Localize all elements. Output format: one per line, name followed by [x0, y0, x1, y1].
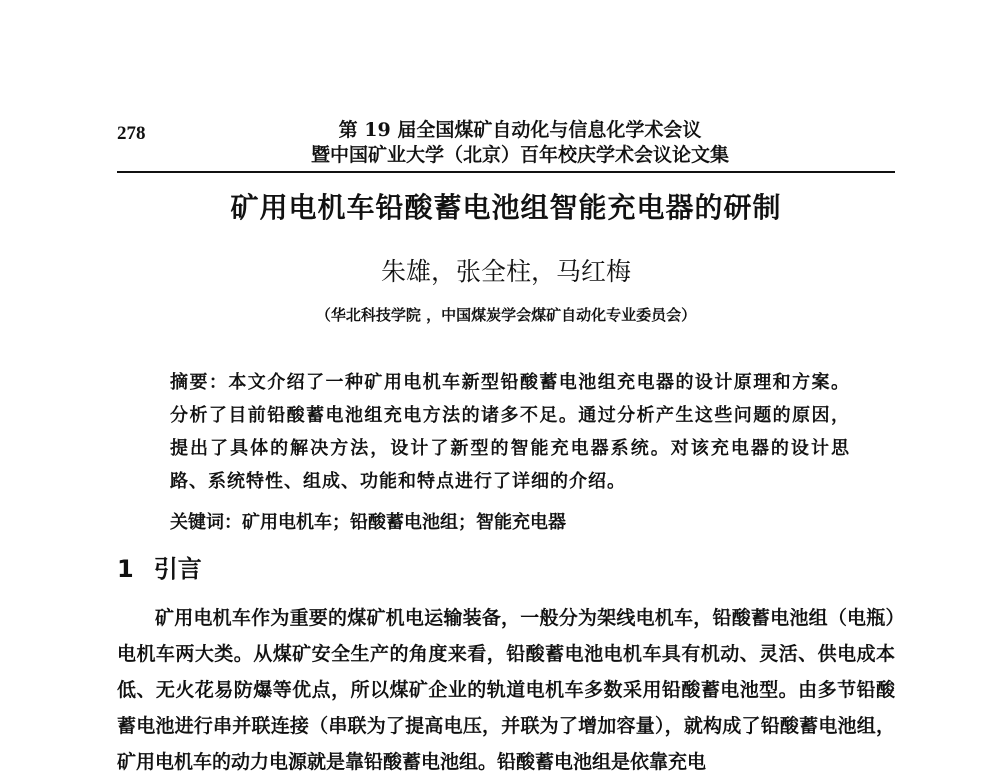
conference-title-line1: 第 19 届全国煤矿自动化与信息化学术会议 [338, 119, 702, 141]
body-paragraph: 矿用电机车作为重要的煤矿机电运输装备，一般分为架线电机车，铅酸蓄电池组（电瓶）电机车两大类。从煤矿安全生产的角度来看，铅酸蓄电池电机车具有机动、灵活、供电成本低、无火花易防爆等优点，所以煤矿企业的轨道电机车多数采用铅酸蓄电池型。由多节铅酸蓄电池进行串并联连接（串联为了提高电压，并联为了增加容量），就构成了铅酸蓄电池组，矿用电机车的动力电源就是靠铅酸蓄电池组。铅酸蓄电池组是依靠充电 [117, 607, 895, 773]
header-divider [117, 171, 895, 173]
page-number: 278 [117, 123, 146, 144]
section-title: 引言 [153, 555, 202, 583]
section-heading [117, 549, 202, 584]
abstract-paragraph: 摘要：本文介绍了一种矿用电机车新型铅酸蓄电池组充电器的设计原理和方案。分析了目前铅酸蓄电池组充电方法的诸多不足。通过分析产生这些问题的原因，提出了具体的解决方法，设计了新型的智能充电器系统。对该充电器的设计思路、系统特性、组成、功能和特点进行了详细的介绍。 [170, 372, 850, 492]
running-header [240, 118, 800, 168]
author-affiliation: （华北科技学院 ，中国煤炭学会煤矿自动化专业委员会） [315, 306, 697, 324]
keywords-line: 关键词：矿用电机车；铅酸蓄电池组；智能充电器 [170, 512, 566, 533]
conference-title-line2: 暨中国矿业大学（北京）百年校庆学术会议论文集 [310, 144, 729, 166]
paper-title: 矿用电机车铅酸蓄电池组智能充电器的研制 [230, 191, 782, 224]
section-number: 1 [117, 555, 134, 583]
paper-authors: 朱雄，张全柱，马红梅 [380, 257, 631, 286]
